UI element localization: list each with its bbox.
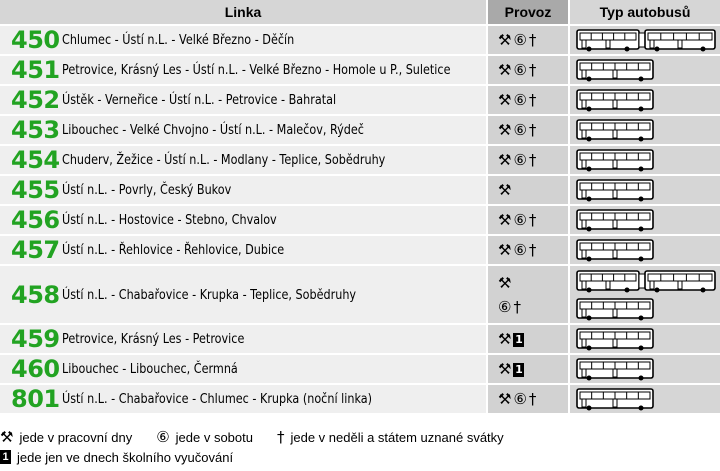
hammers-icon: ⚒ <box>498 121 512 139</box>
header-linka: Linka <box>0 0 487 25</box>
standard-bus-icon <box>576 118 656 142</box>
table-row <box>0 85 720 115</box>
operation-days <box>487 324 569 354</box>
school-day-icon: 1 <box>515 362 523 376</box>
circled-six-icon: ⑥ <box>513 390 527 408</box>
route-name: Ústí n.L. - Povrly, Český Bukov <box>62 182 232 198</box>
route-number: 454 <box>0 145 62 175</box>
articulated-bus-icon <box>576 269 716 293</box>
route-name: Ústí n.L. - Hostovice - Stebno, Chvalov <box>62 212 277 228</box>
operation-days <box>487 115 569 145</box>
operation-days <box>487 265 569 324</box>
table-row <box>0 55 720 85</box>
table-row <box>0 145 720 175</box>
hammers-icon: ⚒ <box>498 330 512 348</box>
cross-icon: † <box>528 61 537 79</box>
legend-saturday-text: jede v sobotu <box>175 429 253 445</box>
table-row <box>0 384 720 414</box>
route-name-cell <box>62 235 487 265</box>
legend-sunday-text: jede v neděli a státem uznané svátky <box>290 429 504 445</box>
standard-bus-icon <box>576 148 656 172</box>
route-name-cell <box>62 25 487 55</box>
legend-workday <box>0 428 132 446</box>
route-number: 450 <box>0 25 62 55</box>
legend-school <box>0 450 233 465</box>
route-name: Petrovice, Krásný Les - Petrovice <box>62 331 245 347</box>
operation-days <box>487 384 569 414</box>
route-number: 452 <box>0 85 62 115</box>
route-number: 457 <box>0 235 62 265</box>
legend-workday-text: jede v pracovní dny <box>19 429 133 445</box>
standard-bus-icon <box>576 238 656 262</box>
route-number: 801 <box>0 384 62 414</box>
table-row <box>0 324 720 354</box>
header-provoz: Provoz <box>487 0 569 25</box>
route-name: Ústí n.L. - Chabařovice - Chlumec - Krupka (noční linka) <box>62 391 372 407</box>
header-typ-autobusu: Typ autobusů <box>569 0 720 25</box>
circled-six-icon: ⑥ <box>513 241 527 259</box>
route-number: 451 <box>0 55 62 85</box>
operation-days <box>487 25 569 55</box>
cross-icon: † <box>528 121 537 139</box>
bus-type <box>569 175 720 205</box>
table-row <box>0 25 720 55</box>
route-name: Libouchec - Libouchec, Čermná <box>62 361 238 377</box>
bus-type <box>569 354 720 384</box>
route-name: Ústí n.L. - Chabařovice - Krupka - Teplice, Sobědruhy <box>62 286 357 303</box>
school-day-icon: 1 <box>515 332 523 346</box>
bus-type <box>569 384 720 414</box>
table-row <box>0 354 720 384</box>
table-row <box>0 175 720 205</box>
standard-bus-icon <box>576 327 656 351</box>
circled-six-icon: ⑥ <box>513 121 527 139</box>
hammers-icon: ⚒ <box>0 428 14 446</box>
route-name-cell <box>62 384 487 414</box>
cross-icon: † <box>528 31 537 49</box>
route-name: Chlumec - Ústí n.L. - Velké Březno - Děčín <box>62 32 295 48</box>
table-row <box>0 235 720 265</box>
bus-type <box>569 205 720 235</box>
hammers-icon: ⚒ <box>498 241 512 259</box>
table-row <box>0 205 720 235</box>
operation-days <box>487 145 569 175</box>
cross-icon: † <box>528 241 537 259</box>
route-number: 459 <box>0 324 62 354</box>
bus-type <box>569 55 720 85</box>
circled-six-icon: ⑥ <box>513 151 527 169</box>
bus-type <box>569 324 720 354</box>
school-day-icon: 1 <box>0 450 11 464</box>
cross-icon: † <box>528 91 537 109</box>
legend-school-text: jede jen ve dnech školního vyučování <box>17 449 234 465</box>
cross-icon: † <box>528 390 537 408</box>
cross-icon: † <box>528 151 537 169</box>
bus-type <box>569 85 720 115</box>
legend-sunday <box>277 428 504 446</box>
standard-bus-icon <box>576 178 656 202</box>
hammers-icon: ⚒ <box>498 91 512 109</box>
bus-type <box>569 265 720 324</box>
hammers-icon: ⚒ <box>498 360 512 378</box>
route-number: 455 <box>0 175 62 205</box>
route-number: 453 <box>0 115 62 145</box>
route-name-cell <box>62 85 487 115</box>
hammers-icon: ⚒ <box>498 61 512 79</box>
route-name: Libouchec - Velké Chvojno - Ústí n.L. - Malečov, Rýdeč <box>62 122 364 138</box>
bus-type <box>569 115 720 145</box>
table-header-row <box>0 0 720 25</box>
route-name-cell <box>62 354 487 384</box>
standard-bus-icon <box>576 357 656 381</box>
articulated-bus-icon <box>576 28 716 52</box>
operation-days <box>487 175 569 205</box>
route-name-cell <box>62 265 487 324</box>
hammers-icon: ⚒ <box>498 273 512 292</box>
standard-bus-icon <box>576 297 656 321</box>
route-name: Chuderv, Žežice - Ústí n.L. - Modlany - Teplice, Sobědruhy <box>62 152 386 168</box>
route-name-cell <box>62 55 487 85</box>
standard-bus-icon <box>576 208 656 232</box>
operation-days <box>487 354 569 384</box>
hammers-icon: ⚒ <box>498 181 512 199</box>
circled-six-icon: ⑥ <box>513 61 527 79</box>
hammers-icon: ⚒ <box>498 211 512 229</box>
cross-icon: † <box>528 211 537 229</box>
route-name-cell <box>62 145 487 175</box>
legend <box>0 427 528 467</box>
standard-bus-icon <box>576 88 656 112</box>
route-name-cell <box>62 115 487 145</box>
table-row <box>0 265 720 324</box>
route-name-cell <box>62 324 487 354</box>
bus-type <box>569 145 720 175</box>
operation-days <box>487 55 569 85</box>
route-name: Ústí n.L. - Řehlovice - Řehlovice, Dubice <box>62 242 285 258</box>
route-name: Petrovice, Krásný Les - Ústí n.L. - Velké Březno - Homole u P., Suletice <box>62 62 451 78</box>
circled-six-icon: ⑥ <box>513 211 527 229</box>
route-number: 460 <box>0 354 62 384</box>
route-name: Ústěk - Verneřice - Ústí n.L. - Petrovice - Bahratal <box>62 92 337 108</box>
circled-six-icon: ⑥ <box>513 31 527 49</box>
bus-type <box>569 235 720 265</box>
circled-six-icon: ⑥ <box>156 428 170 446</box>
circled-six-icon: ⑥ <box>513 91 527 109</box>
operation-days <box>487 205 569 235</box>
route-number: 458 <box>0 265 62 324</box>
table-row <box>0 115 720 145</box>
route-name-cell <box>62 205 487 235</box>
standard-bus-icon <box>576 387 656 411</box>
legend-saturday <box>156 428 253 446</box>
route-name-cell <box>62 175 487 205</box>
operation-days <box>487 235 569 265</box>
hammers-icon: ⚒ <box>498 151 512 169</box>
cross-icon: † <box>513 297 521 316</box>
hammers-icon: ⚒ <box>498 390 512 408</box>
circled-six-icon: ⑥ <box>498 297 512 316</box>
cross-icon: † <box>276 428 285 446</box>
bus-type <box>569 25 720 55</box>
hammers-icon: ⚒ <box>498 31 512 49</box>
operation-days <box>487 85 569 115</box>
route-number: 456 <box>0 205 62 235</box>
standard-bus-icon <box>576 58 656 82</box>
